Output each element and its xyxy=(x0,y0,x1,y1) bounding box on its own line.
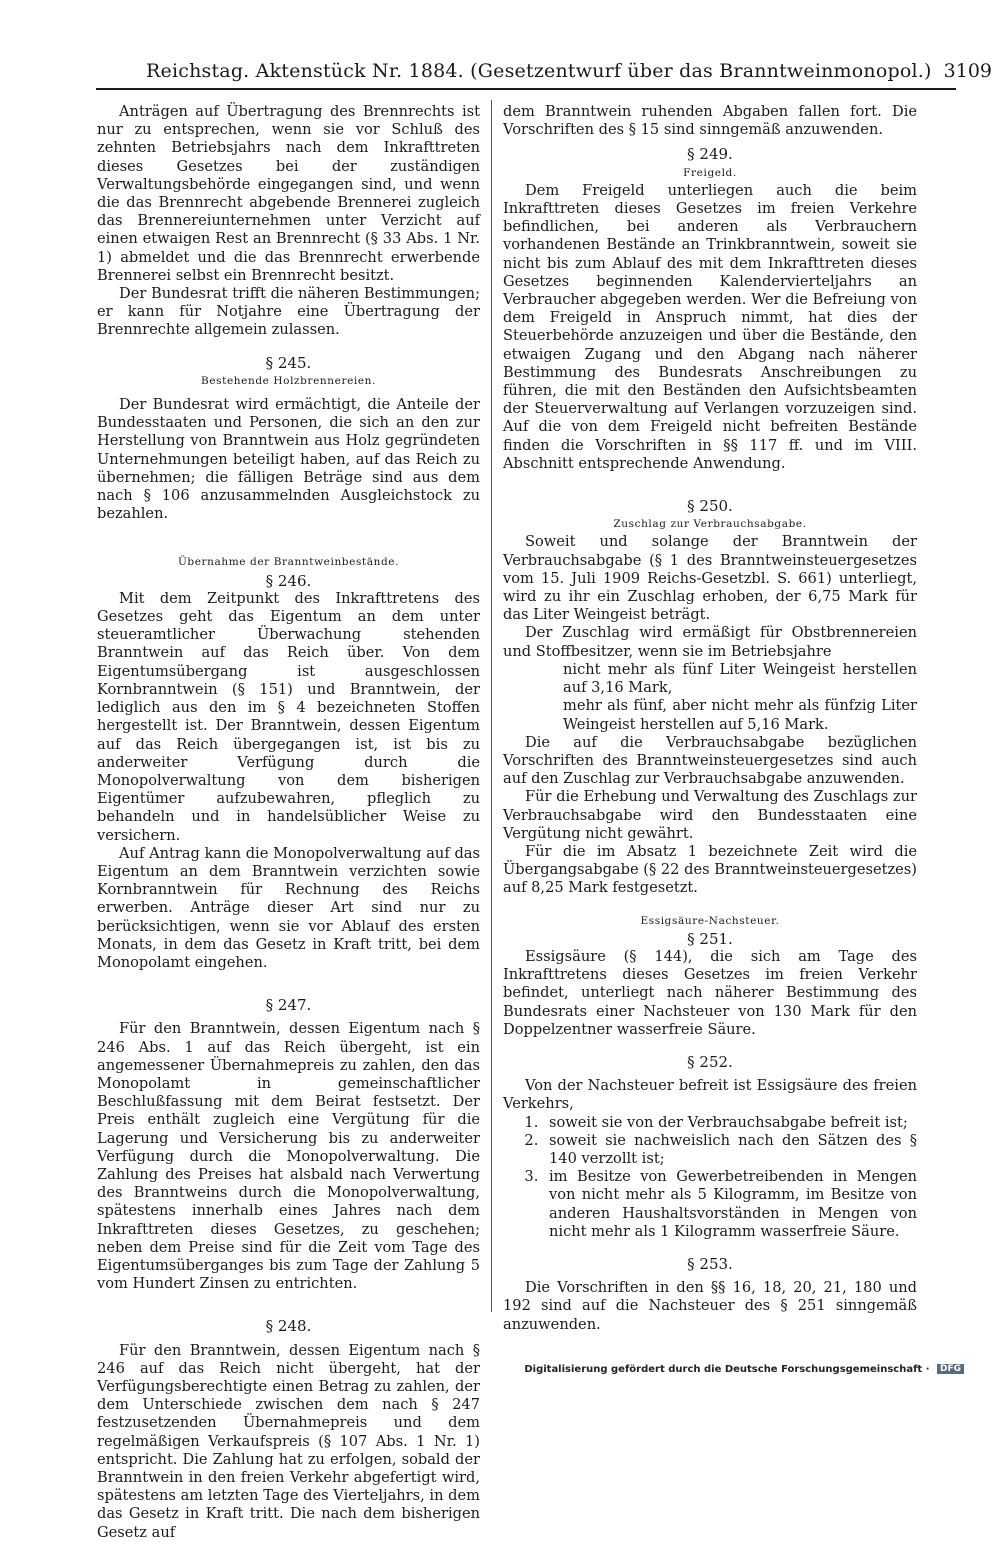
paragraph: Für den Branntwein, dessen Eigentum nach § 246 auf das Reich nicht übergeht, hat der Verfügungsberechtigte einen Betrag zu zahlen, der dem Unterschiede zwischen dem nach § 247 festzusetzenden Übernahmepreis und dem regelmäßigen Verkaufspreis (§ 107 Abs. 1 Nr. 1) entspricht. Die Zahlung hat zu erfolgen, sobald der Branntwein in den freien Verkehr abgefertigt wird, spätestens am letzten Tage des Vierteljahrs, in dem das Gesetz in Kraft tritt. Die nach dem bisherigen Gesetz auf xyxy=(97,1341,480,1541)
section-number-251: § 251. xyxy=(687,929,733,948)
paragraph: Für den Branntwein, dessen Eigentum nach § 246 Abs. 1 auf das Reich übergeht, ist ein angemessener Übernahmepreis zu zahlen, den das Monopolamt in gemeinschaftlicher Beschlußfassung mit dem Beirat festsetzt. Der Preis enthält zugleich eine Vergütung für die Lagerung und Versicherung bis zu anderweiter Verfügung durch die Monopolverwaltung. Die Zahlung des Preises hat alsbald nach Verwertung des Branntweins durch die Monopolverwaltung, spätestens innerhalb eines Jahres nach dem Inkrafttreten dieses Gesetzes, zu geschehen; neben dem Preise sind für die Zeit vom Tage des Eigentumsüberganges bis zum Tage der Zahlung 5 vom Hundert Zinsen zu entrichten. xyxy=(97,1020,480,1293)
paragraph: Soweit und solange der Branntwein der Verbrauchsabgabe (§ 1 des Branntweinsteuergesetzes vom 15. Juli 1909 Reichs-Gesetzbl. S. 661) unterliegt, wird zu ihr ein Zuschlag erhoben, der 6,75 Mark für das Liter Weingeist beträgt. xyxy=(503,533,917,624)
right-column xyxy=(503,103,917,1334)
section-number-253: § 253. xyxy=(687,1254,733,1273)
header-title: Reichstag. Aktenstück Nr. 1884. (Gesetzentwurf über das Branntweinmonopol.) xyxy=(146,60,932,82)
exemption-list xyxy=(503,1114,917,1241)
section-number-249: § 249. xyxy=(687,145,733,164)
paragraph: Für die Erhebung und Verwaltung des Zuschlags zur Verbrauchsabgabe wird den Bundesstaaten eine Vergütung nicht gewährt. xyxy=(503,788,917,842)
paragraph: Auf Antrag kann die Monopolverwaltung auf das Eigentum an dem Branntwein verzichten sowie Kornbranntwein für Rechnung des Reichs erwerben. Anträge dieser Art sind nur zu berücksichtigen, wenn sie vor Ablauf des ersten Monats, in dem das Gesetz in Kraft tritt, bei dem Monopolamt eingehen. xyxy=(97,844,480,971)
dfg-logo-icon: DFG xyxy=(937,1364,964,1374)
paragraph: Die Vorschriften in den §§ 16, 18, 20, 21, 180 und 192 sind auf die Nachsteuer des § 251 sinngemäß anzuwenden. xyxy=(503,1279,917,1333)
section-number-245: § 245. xyxy=(265,353,312,372)
section-title-249: Freigeld. xyxy=(683,166,737,179)
left-column xyxy=(97,103,480,1542)
paragraph: Dem Freigeld unterliegen auch die beim Inkrafttreten dieses Gesetzes im freien Verkehre befindlichen, bei anderen als Verbrauchern vorhandenen Bestände an Trinkbranntwein, soweit sie nicht bis zum Ablauf des mit dem Inkrafttreten dieses Gesetzes beginnenden Kalendervierteljahrs an Verbraucher abgegeben werden. Wer die Befreiung von dem Freigeld in Anspruch nimmt, hat dies der Steuerbehörde anzuzeigen und über die Bestände, den etwaigen Zugang und den Abgang nach näherer Bestimmung des Bundesrats Anschreibungen zu führen, die mit den Beständen den Aufsichtsbeamten der Steuerverwaltung auf Verlangen vorzuzeigen sind. Auf die von dem Freigeld nicht befreiten Bestände finden die Vorschriften in §§ 117 ff. und im VIII. Abschnitt entsprechende Anwendung. xyxy=(503,181,917,472)
section-number-248: § 248. xyxy=(265,1317,312,1336)
group-title-uebernahme: Übernahme der Branntweinbestände. xyxy=(177,556,400,569)
paragraph: Der Bundesrat wird ermächtigt, die Anteile der Bundesstaaten und Personen, die sich an den zur Herstellung von Branntwein aus Holz gegründeten Unternehmungen beteiligt haben, auf das Reich zu übernehmen; die fälligen Beträge sind aus dem nach § 106 anzusammelnden Ausgleichstock zu bezahlen. xyxy=(97,396,480,523)
section-number-250: § 250. xyxy=(687,497,733,516)
page-number: 3109 xyxy=(943,60,992,82)
column-divider xyxy=(491,100,492,1312)
paragraph: Die auf die Verbrauchsabgabe bezüglichen Vorschriften des Branntweinsteuergesetzes sind auch auf den Zuschlag zur Verbrauchsabgabe anzuwenden. xyxy=(503,733,917,788)
section-title-250: Zuschlag zur Verbrauchsabgabe. xyxy=(613,518,807,531)
paragraph: Der Zuschlag wird ermäßigt für Obstbrennereien und Stoffbesitzer, wenn sie im Betriebsjahre xyxy=(503,624,917,660)
list-item: 2. soweit sie nachweislich nach den Sätzen des § 140 verzollt ist; xyxy=(543,1132,917,1168)
group-title-essigsaeure: Essigsäure-Nachsteuer. xyxy=(640,914,780,927)
indented-line: mehr als fünf, aber nicht mehr als fünfzig Liter Weingeist herstellen auf 5,16 Mark. xyxy=(563,697,917,733)
indented-line: nicht mehr als fünf Liter Weingeist herstellen auf 3,16 Mark, xyxy=(563,660,917,697)
section-number-252: § 252. xyxy=(687,1052,733,1071)
paragraph: Mit dem Zeitpunkt des Inkrafttretens des Gesetzes geht das Eigentum an dem unter steueramtlicher Überwachung stehenden Branntwein auf das Reich über. Von dem Eigentumsübergang ist ausgeschlossen Kornbranntwein (§ 151) und Branntwein, der lediglich aus den im § 4 bezeichneten Stoffen hergestellt ist. Der Branntwein, dessen Eigentum auf das Reich übergegangen ist, ist bis zu anderweiter Verfügung durch die Monopolverwaltung von dem bisherigen Eigentümer aufzubewahren, pfleglich zu behandeln und in handelsüblicher Weise zu versichern. xyxy=(97,589,480,844)
page-header xyxy=(96,58,992,90)
paragraph: Für die im Absatz 1 bezeichnete Zeit wird die Übergangsabgabe (§ 22 des Branntweinsteuergesetzes) auf 8,25 Mark festgesetzt. xyxy=(503,842,917,897)
section-number-247: § 247. xyxy=(265,996,312,1015)
paragraph: Von der Nachsteuer befreit ist Essigsäure des freien Verkehrs, xyxy=(503,1077,917,1113)
paragraph: Essigsäure (§ 144), die sich am Tage des Inkrafttretens dieses Gesetzes im freien Verkehr befindet, unterliegt nach näherer Bestimmung des Bundesrats einer Nachsteuer von 130 Mark für den Doppelzentner wasserfreie Säure. xyxy=(503,947,917,1038)
credit-text: Digitalisierung gefördert durch die Deutsche Forschungsgemeinschaft · xyxy=(524,1364,930,1375)
section-title-245: Bestehende Holzbrennereien. xyxy=(201,374,376,387)
list-item: 1. soweit sie von der Verbrauchsabgabe befreit ist; xyxy=(543,1114,917,1132)
paragraph: Der Bundesrat trifft die näheren Bestimmungen; er kann für Notjahre eine Übertragung der Brennrechte allgemein zulassen. xyxy=(97,285,480,339)
digitization-credit xyxy=(524,1364,964,1375)
paragraph: Anträgen auf Übertragung des Brennrechts ist nur zu entsprechen, wenn sie vor Schluß des zehnten Betriebsjahrs nach dem Inkrafttreten dieses Gesetzes bei der zuständigen Verwaltungsbehörde eingegangen sind, und wenn die das Brennrecht abgebende Brennerei zugleich das Brennereiunternehmen unter Verzicht auf einen etwaigen Rest an Brennrecht (§ 33 Abs. 1 Nr. 1) abmeldet und die das Brennrecht erwerbende Brennerei selbst ein Brennrecht besitzt. xyxy=(97,103,480,284)
paragraph: dem Branntwein ruhenden Abgaben fallen fort. Die Vorschriften des § 15 sind sinngemäß anzuwenden. xyxy=(503,103,917,139)
section-number-246: § 246. xyxy=(265,571,312,590)
list-item: 3. im Besitze von Gewerbetreibenden in Mengen von nicht mehr als 5 Kilogramm, im Besitze von anderen Haushaltsvorständen in Mengen von nicht mehr als 1 Kilogramm wasserfreie Säure. xyxy=(543,1168,917,1241)
